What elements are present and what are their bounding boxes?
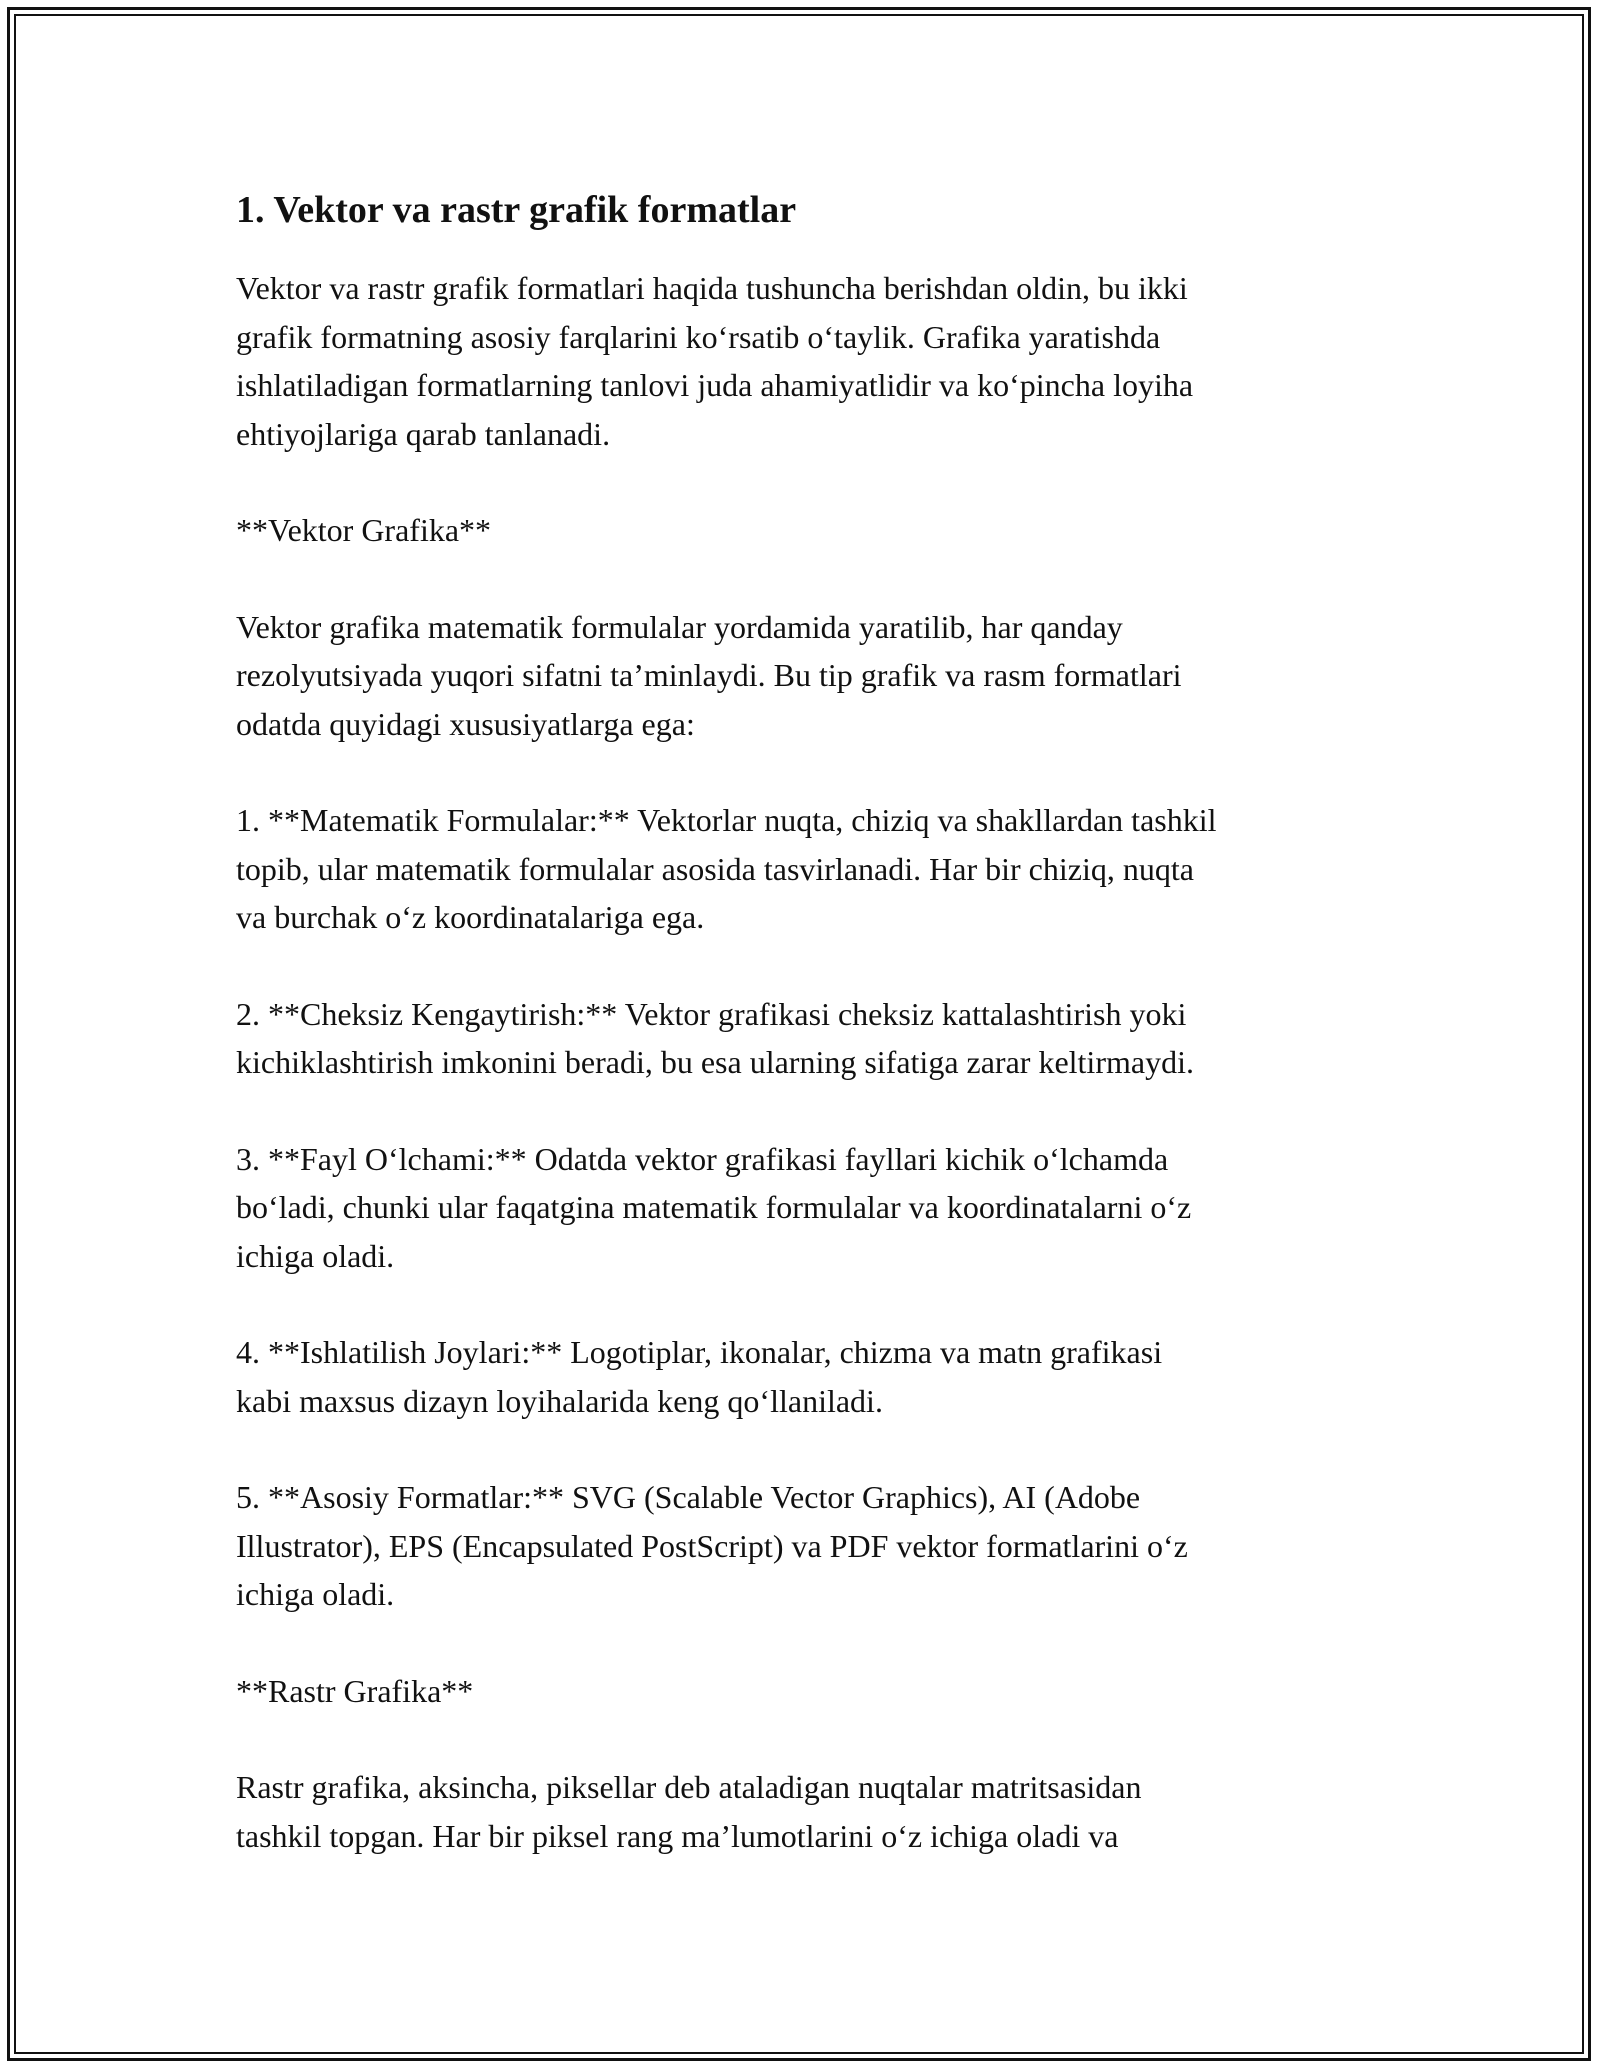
intro-paragraph [236, 264, 1406, 458]
text-line: Rastr grafika, aksincha, piksellar deb ataladigan nuqtalar matritsasidan [236, 1769, 1142, 1805]
text-line: kichiklashtirish imkonini beradi, bu esa ularning sifatiga zarar keltirmaydi. [236, 1044, 1194, 1080]
text-line: 5. **Asosiy Formatlar:** SVG (Scalable Vector Graphics), AI (Adobe [236, 1479, 1141, 1515]
text-line: 4. **Ishlatilish Joylari:** Logotiplar, ikonalar, chizma va matn grafikasi [236, 1334, 1163, 1370]
text-line: grafik formatning asosiy farqlarini koʻrsatib oʻtaylik. Grafika yaratishda [236, 318, 1161, 355]
text-line: 3. **Fayl Oʻlchami:** Odatda vektor grafikasi fayllari kichik oʻlchamda [236, 1140, 1169, 1177]
list-item-5 [236, 1473, 1406, 1619]
text-line: 2. **Cheksiz Kengaytirish:** Vektor grafikasi cheksiz kattalashtirish yoki [236, 995, 1187, 1032]
document-body [236, 186, 1406, 1908]
text-line: Vektor va rastr grafik formatlari haqida tushuncha berishdan oldin, bu ikki [236, 270, 1188, 306]
text-line: **Rastr Grafika** [236, 1672, 474, 1709]
text-line: Illustrator), EPS (Encapsulated PostScript) va PDF vektor formatlarini oʻz [236, 1527, 1188, 1564]
text-line: Vektor grafika matematik formulalar yordamida yaratilib, har qanday [236, 608, 1123, 645]
text-line: ichiga oladi. [236, 1576, 395, 1612]
section-heading: 1. Vektor va rastr grafik formatlar [236, 189, 797, 231]
list-item-1 [236, 796, 1406, 942]
list-item-4 [236, 1328, 1406, 1425]
text-line: topib, ular matematik formulalar asosida tasvirlanadi. Har bir chiziq, nuqta [236, 850, 1194, 887]
text-line: **Vektor Grafika** [236, 512, 492, 548]
text-line: tashkil topgan. Har bir piksel rang maʼlumotlarini oʻz ichiga oladi va [236, 1817, 1119, 1854]
list-item-3 [236, 1135, 1406, 1281]
text-line: boʻladi, chunki ular faqatgina matematik formulalar va koordinatalarni oʻz [236, 1189, 1192, 1225]
list-item-2 [236, 990, 1406, 1087]
subheading-rastr [236, 1667, 1406, 1716]
text-line: kabi maxsus dizayn loyihalarida keng qoʻllaniladi. [236, 1382, 883, 1419]
text-line: rezolyutsiyada yuqori sifatni taʼminlaydi. Bu tip grafik va rasm formatlari [236, 657, 1182, 693]
text-line: odatda quyidagi xususiyatlarga ega: [236, 705, 695, 742]
vektor-description-paragraph [236, 603, 1406, 749]
text-line: ishlatiladigan formatlarning tanlovi juda ahamiyatlidir va koʻpincha loyiha [236, 367, 1194, 403]
text-line: ichiga oladi. [236, 1237, 395, 1274]
text-line: ehtiyojlariga qarab tanlanadi. [236, 415, 611, 452]
subheading-vektor [236, 506, 1406, 555]
text-line: va burchak oʻz koordinatalariga ega. [236, 899, 705, 935]
text-line: 1. **Matematik Formulalar:** Vektorlar nuqta, chiziq va shakllardan tashkil [236, 802, 1217, 838]
rastr-description-paragraph [236, 1763, 1406, 1860]
